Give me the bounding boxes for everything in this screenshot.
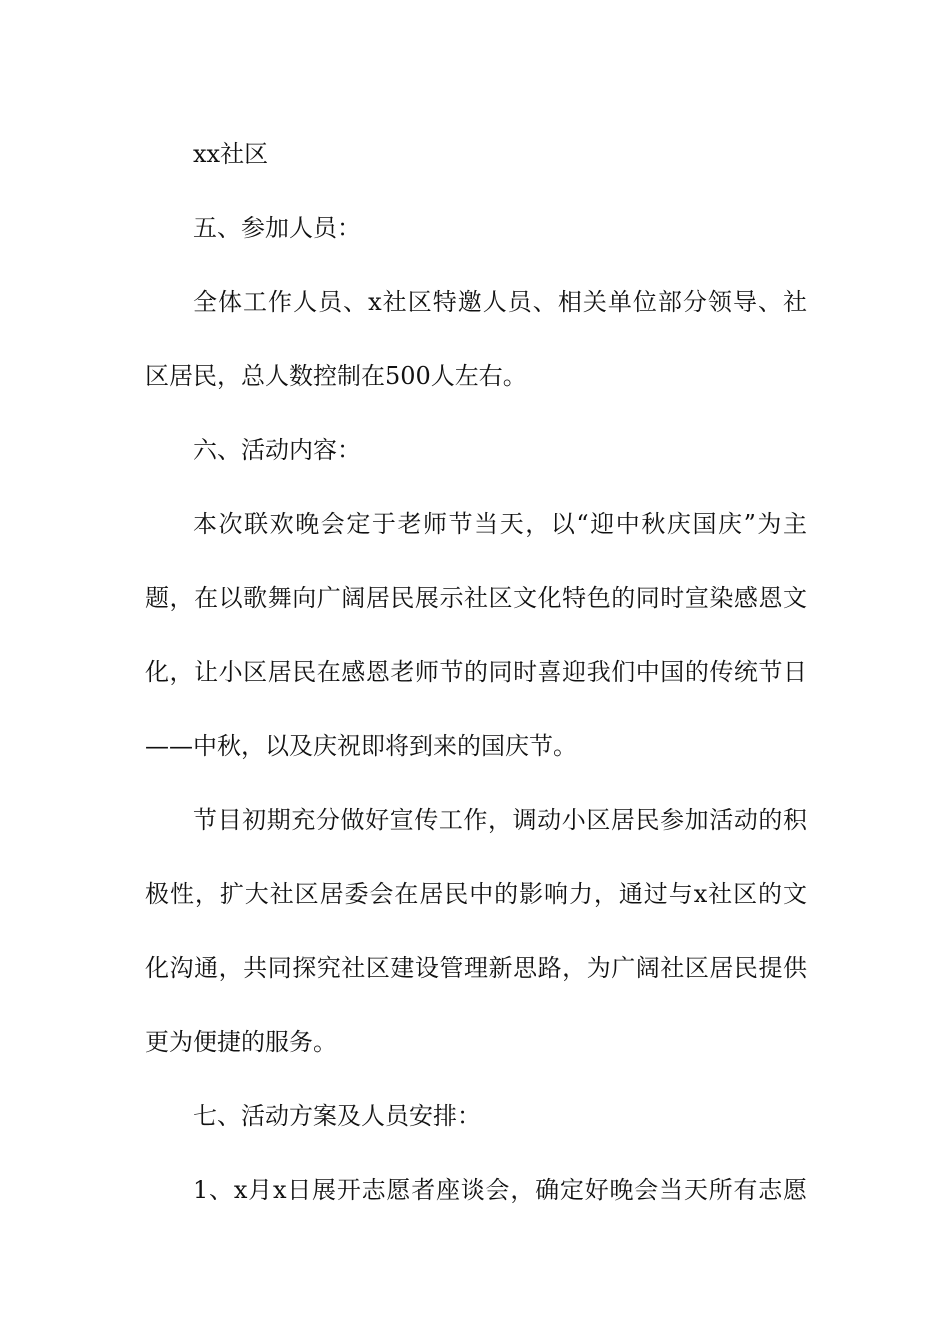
community-name: xx社区 (193, 140, 269, 168)
paragraph-line: 化，让小区居民在感恩老师节的同时喜迎我们中国的传统节日 (145, 658, 807, 686)
paragraph-line: 题，在以歌舞向广阔居民展示社区文化特色的同时宣染感恩文 (145, 584, 807, 612)
section-heading-participants: 五、参加人员： (193, 214, 361, 242)
section-heading-content: 六、活动内容： (193, 436, 361, 464)
section-heading-plan: 七、活动方案及人员安排： (193, 1102, 481, 1130)
paragraph-line: 全体工作人员、x社区特邀人员、相关单位部分领导、社 (193, 288, 807, 316)
paragraph-line: ——中秋，以及庆祝即将到来的国庆节。 (145, 732, 577, 760)
paragraph-line: 更为便捷的服务。 (145, 1028, 337, 1056)
paragraph-line: 区居民，总人数控制在500人左右。 (145, 362, 527, 390)
paragraph-line: 极性，扩大社区居委会在居民中的影响力，通过与x社区的文 (145, 880, 807, 908)
paragraph-line: 节目初期充分做好宣传工作，调动小区居民参加活动的积 (193, 806, 807, 834)
paragraph-line: 1、x月x日展开志愿者座谈会，确定好晚会当天所有志愿 (193, 1176, 807, 1204)
paragraph-line: 本次联欢晚会定于老师节当天，以“迎中秋庆国庆”为主 (193, 510, 807, 538)
paragraph-line: 化沟通，共同探究社区建设管理新思路，为广阔社区居民提供 (145, 954, 807, 982)
